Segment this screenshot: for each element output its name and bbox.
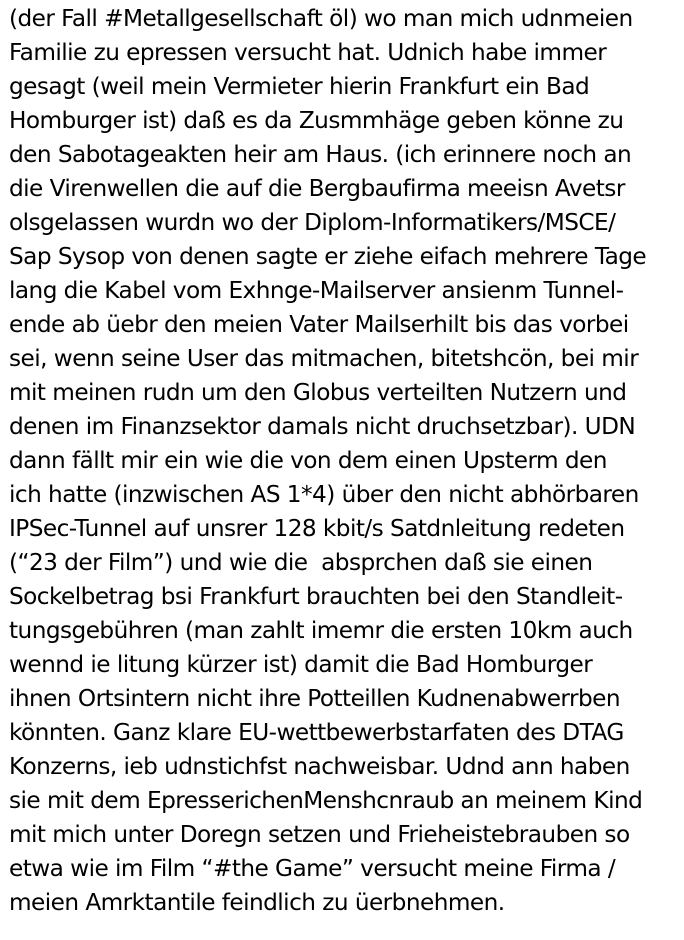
text-line: etwa wie im Film “#the Game” versucht meine Firma /: [9, 855, 616, 882]
text-line: die Virenwellen die auf die Bergbaufirma meeisn Avetsr: [9, 175, 625, 202]
text-line: ich hatte (inzwischen AS 1*4) über den nicht abhörbaren: [9, 481, 639, 508]
text-line: ihnen Ortsintern nicht ihre Potteillen Kudnenabwerrben: [9, 685, 621, 712]
text-line: mit meinen rudn um den Globus verteilten Nutzern und: [9, 379, 627, 406]
text-line: Familie zu epressen versucht hat. Udnich habe immer: [9, 39, 607, 66]
text-line: mit mich unter Doregn setzen und Frieheistebrauben so: [9, 821, 630, 848]
text-line: denen im Finanzsektor damals nicht druchsetzbar). UDN: [9, 413, 636, 440]
text-line: Homburger ist) daß es da Zusmmhäge geben könne zu: [9, 107, 624, 134]
text-line: lang die Kabel vom Exhnge-Mailserver ansienm Tunnel-: [9, 277, 624, 304]
text-line: den Sabotageakten heir am Haus. (ich erinnere noch an: [9, 141, 632, 168]
text-line: Sap Sysop von denen sagte er ziehe eifach mehrere Tage: [9, 243, 647, 270]
text-line: IPSec-Tunnel auf unsrer 128 kbit/s Satdnleitung redeten: [9, 515, 625, 542]
text-line: Sockelbetrag bsi Frankfurt brauchten bei den Standleit-: [9, 583, 623, 610]
text-line: tungsgebühren (man zahlt imemr die ersten 10km auch: [9, 617, 633, 644]
text-line: wennd ie litung kürzer ist) damit die Bad Homburger: [9, 651, 593, 678]
text-line: Konzerns, ieb udnstichfst nachweisbar. Udnd ann haben: [9, 753, 630, 780]
text-line: könnten. Ganz klare EU-wettbewerbstarfaten des DTAG: [9, 719, 624, 746]
document-page: [9, 0, 681, 940]
text-line: sei, wenn seine User das mitmachen, bitetshcön, bei mir: [9, 345, 639, 372]
text-line: ende ab üebr den meien Vater Mailserhilt bis das vorbei: [9, 311, 629, 338]
text-line: (“23 der Film”) und wie die absprchen daß sie einen: [9, 549, 593, 576]
text-line: gesagt (weil mein Vermieter hierin Frankfurt ein Bad: [9, 73, 590, 100]
text-line: olsgelassen wurdn wo der Diplom-Informatikers/MSCE/: [9, 209, 616, 236]
text-line: sie mit dem EpresserichenMenshcnraub an meinem Kind: [9, 787, 643, 814]
text-line: meien Amrktantile feindlich zu üerbnehmen.: [9, 889, 505, 916]
text-line: (der Fall #Metallgesellschaft öl) wo man mich udnmeien: [9, 5, 633, 32]
text-line: dann fällt mir ein wie die von dem einen Upsterm den: [9, 447, 607, 474]
